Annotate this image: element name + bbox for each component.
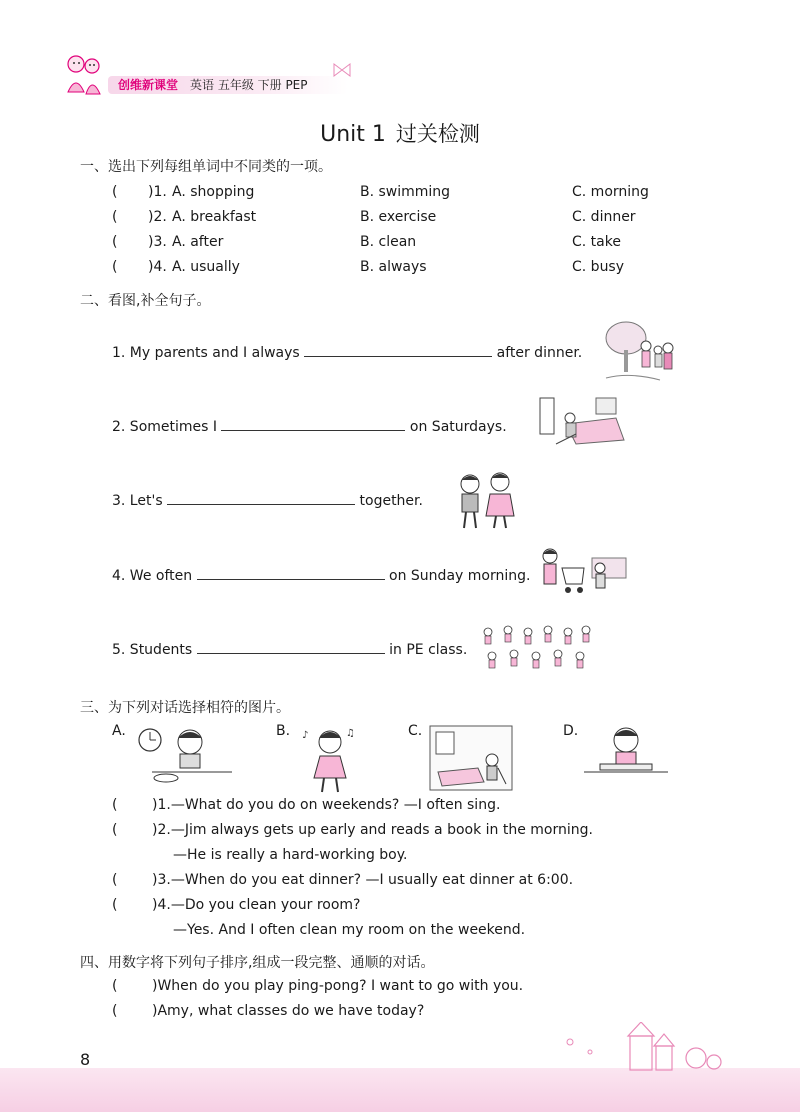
kids-playing-illustration (452, 470, 522, 532)
answer-paren[interactable]: ( (112, 1003, 118, 1019)
dialogue-4 (112, 894, 360, 916)
picture-label-c: C. (408, 723, 423, 739)
section3-heading: 三、为下列对话选择相符的图片。 (80, 700, 290, 716)
section1-row (112, 231, 752, 253)
ordering-line-1 (112, 975, 523, 997)
option-c: C. dinner (572, 209, 636, 225)
option-a: A. breakfast (172, 209, 257, 225)
sentence-start: 1. My parents and I always (112, 345, 300, 361)
dialogue-4-reply: —Yes. And I often clean my room on the weekend. (173, 922, 526, 938)
sentence-1 (112, 342, 582, 364)
option-a: A. shopping (172, 184, 255, 200)
dialogue-2 (112, 819, 593, 841)
dialogue-2-reply: —He is really a hard-working boy. (173, 847, 408, 863)
answer-blank[interactable] (167, 490, 355, 505)
kids-logo-icon (60, 50, 108, 102)
sentence-5 (112, 639, 467, 661)
boy-eating-clock-illustration (136, 724, 232, 790)
section1-row (112, 181, 752, 203)
option-c: C. take (572, 234, 621, 250)
girl-singing-illustration (300, 724, 360, 794)
section1-row (112, 256, 752, 278)
picture-label-b: B. (276, 723, 291, 739)
option-b: B. always (360, 259, 427, 275)
footer-band (0, 1068, 800, 1112)
picture-label-d: D. (563, 723, 579, 739)
shopping-cart-illustration (538, 544, 630, 606)
brand-name: 创维新课堂 (118, 78, 179, 92)
ordering-text: )When do you play ping-pong? I want to go with you. (152, 978, 524, 994)
option-a: A. after (172, 234, 224, 250)
question-number: )2. (148, 209, 167, 225)
picture-label-a: A. (112, 723, 126, 739)
dialogue-3 (112, 869, 573, 891)
answer-paren[interactable]: ( (112, 797, 118, 813)
section1-row (112, 206, 752, 228)
dialogue-number: )4. (152, 897, 171, 913)
question-number: )4. (148, 259, 167, 275)
sentence-start: 3. Let's (112, 493, 163, 509)
sentence-3 (112, 490, 423, 512)
answer-blank[interactable] (221, 416, 405, 431)
option-b: B. exercise (360, 209, 437, 225)
question-number: )1. (148, 184, 167, 200)
section4-heading: 四、用数字将下列句子排序,组成一段完整、通顺的对话。 (80, 955, 435, 971)
students-exercising-illustration (478, 622, 594, 680)
answer-paren: ( (112, 234, 118, 250)
answer-paren: ( (112, 209, 118, 225)
sentence-start: 2. Sometimes I (112, 419, 218, 435)
section2-heading: 二、看图,补全句子。 (80, 293, 211, 309)
option-b: B. clean (360, 234, 417, 250)
sentence-end: after dinner. (496, 345, 583, 361)
svg-text:♫: ♫ (346, 728, 355, 739)
option-a: A. usually (172, 259, 240, 275)
book-info: 英语 五年级 下册 PEP (190, 78, 308, 92)
castle-decoration-icon (560, 1022, 730, 1074)
answer-paren[interactable]: ( (112, 978, 118, 994)
sentence-end: on Sunday morning. (389, 568, 531, 584)
section1-heading: 一、选出下列每组单词中不同类的一项。 (80, 159, 332, 175)
page-number: 8 (80, 1050, 91, 1069)
unit-subtitle: 过关检测 (395, 122, 480, 146)
answer-paren[interactable]: ( (112, 822, 118, 838)
sentence-4 (112, 565, 530, 587)
boy-reading-desk-illustration (584, 724, 668, 784)
family-walking-illustration (600, 318, 680, 384)
answer-blank[interactable] (197, 639, 385, 654)
option-b: B. swimming (360, 184, 451, 200)
boy-cleaning-room-illustration (428, 724, 514, 792)
sentence-end: together. (359, 493, 423, 509)
sentence-end: in PE class. (389, 642, 468, 658)
answer-paren: ( (112, 259, 118, 275)
cleaning-room-illustration (536, 394, 626, 452)
dialogue-number: )3. (152, 872, 171, 888)
dialogue-line: —When do you eat dinner? —I usually eat dinner at 6:00. (170, 872, 574, 888)
page-title (0, 118, 800, 148)
answer-blank[interactable] (197, 565, 385, 580)
answer-paren[interactable]: ( (112, 897, 118, 913)
unit-title: Unit 1 (320, 122, 386, 147)
svg-text:♪: ♪ (302, 730, 309, 741)
bow-icon (332, 62, 352, 78)
answer-paren[interactable]: ( (112, 872, 118, 888)
sentence-end: on Saturdays. (409, 419, 507, 435)
sentence-start: 4. We often (112, 568, 193, 584)
answer-blank[interactable] (304, 342, 492, 357)
answer-paren: ( (112, 184, 118, 200)
page-header (60, 50, 350, 102)
ordering-text: )Amy, what classes do we have today? (152, 1003, 425, 1019)
dialogue-line: —Do you clean your room? (170, 897, 361, 913)
dialogue-line: —Jim always gets up early and reads a book in the morning. (170, 822, 593, 838)
option-c: C. busy (572, 259, 625, 275)
ordering-line-2 (112, 1000, 424, 1022)
sentence-start: 5. Students (112, 642, 193, 658)
dialogue-1 (112, 794, 500, 816)
dialogue-line: —What do you do on weekends? —I often sing. (170, 797, 501, 813)
sentence-2 (112, 416, 507, 438)
question-number: )3. (148, 234, 167, 250)
section1-list (112, 181, 752, 278)
dialogue-number: )1. (152, 797, 171, 813)
option-c: C. morning (572, 184, 649, 200)
dialogue-number: )2. (152, 822, 171, 838)
